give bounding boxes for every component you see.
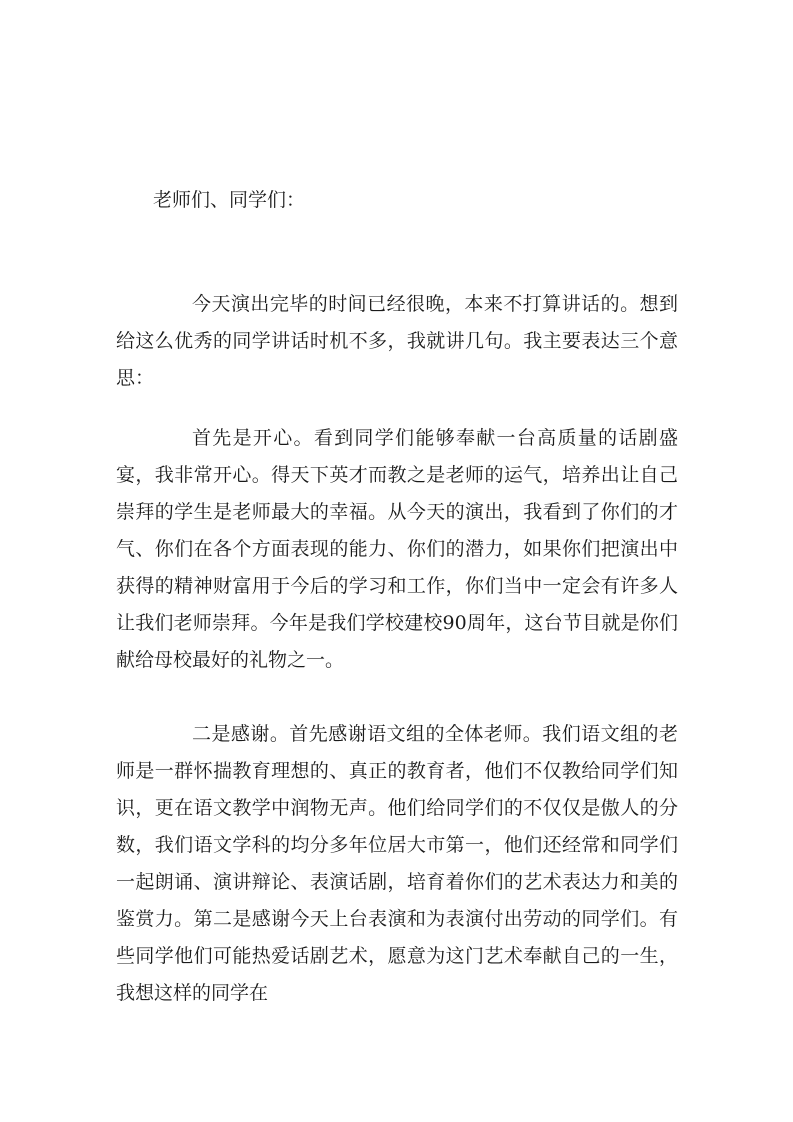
paragraph-first-happy: 首先是开心。看到同学们能够奉献一台高质量的话剧盛宴，我非常开心。得天下英才而教之是老师的运气，培养出让自己崇拜的学生是老师最大的幸福。从今天的演出，我看到了你们的才气、你们在各个方面表现的能力、你们的潜力，如果你们把演出中获得的精神财富用于今后的学习和工作，你们当中一定会有许多人让我们老师崇拜。今年是我们学校建校90周年，这台节目就是你们献给母校最好的礼物之一。 <box>116 427 678 671</box>
paragraph-second-thanks: 二是感谢。首先感谢语文组的全体老师。我们语文组的老师是一群怀揣教育理想的、真正的教育者，他们不仅教给同学们知识，更在语文教学中润物无声。他们给同学们的不仅仅是傲人的分数，我们语文学科的均分多年位居大市第一，他们还经常和同学们一起朗诵、演讲辩论、表演话剧，培育着你们的艺术表达力和美的鉴赏力。第二是感谢今天上台表演和为表演付出劳动的同学们。有些同学他们可能热爱话剧艺术，愿意为这门艺术奉献自己的一生，我想这样的同学在 <box>116 723 678 1004</box>
paragraph-intro: 今天演出完毕的时间已经很晚，本来不打算讲话的。想到给这么优秀的同学讲话时机不多，我就讲几句。我主要表达三个意思： <box>116 293 678 389</box>
salutation: 老师们、同学们： <box>153 189 306 211</box>
